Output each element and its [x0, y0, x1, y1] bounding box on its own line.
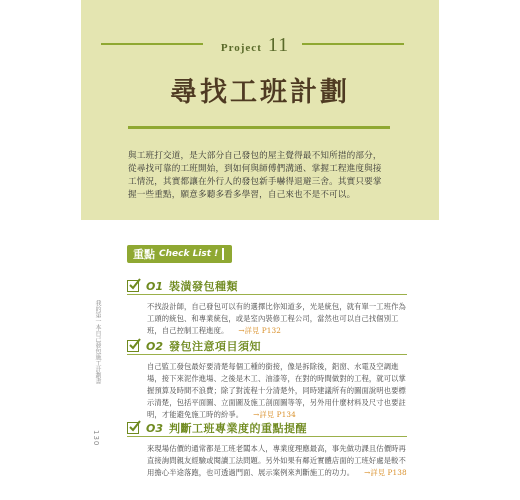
- project-word: Project: [220, 42, 262, 54]
- item-title: 發包注意項目須知: [169, 340, 262, 353]
- checkbox-icon: [127, 280, 139, 292]
- checkbox-icon: [127, 340, 139, 352]
- running-book-title: 我的第一本自己發包施工計劃書: [94, 300, 101, 384]
- item-page-ref: →詳見 P134: [253, 410, 296, 419]
- item-title: 裝潢發包種類: [169, 280, 239, 293]
- project-rule-right: [302, 43, 404, 45]
- item-underline: [127, 436, 407, 437]
- item-body: [147, 443, 409, 479]
- item-body-text: 自己監工發包最好要清楚每個工種的銜接，像是拆除後，鋁窗、水電及空調進場，接下來泥作進場、之後是木工、油漆等，在對的時間做對的工程，就可以掌握預算及時間不浪費；除了對流程十分清楚外，同時建議所有的圖面說明也要標示清楚，包括平面圖、立面圖及施工剖面圖等等，另外用什麼材料及尺寸也要註明，才能避免施工時的紛爭。: [147, 362, 406, 419]
- checklist-bar: [222, 248, 224, 260]
- item-body-text: 來現場估價的通常都是工班老闆本人，專業度理應最高，事先做功課且估價時再直接詢問親友經驗或閱讀工法問題。另外如果有鄰近實體店面的工班好處是較不用擔心半途落跑，也可透過門面、展示案例來判斷施工的功力。: [147, 444, 406, 477]
- checklist-item-2: [127, 338, 407, 419]
- item-number: O3: [146, 421, 164, 435]
- item-underline: [127, 354, 407, 355]
- item-underline: [127, 294, 407, 295]
- item-page-ref: →詳見 P132: [238, 326, 282, 335]
- item-number: O2: [146, 339, 164, 353]
- checkbox-icon: [127, 422, 139, 434]
- checklist-item-3: [127, 420, 407, 477]
- project-number: 11: [267, 34, 290, 56]
- project-label: [205, 34, 305, 57]
- item-number: O1: [146, 279, 164, 293]
- checklist-tab: [127, 245, 232, 263]
- item-body: [147, 301, 409, 337]
- intro-paragraph: 與工班打交道，是大部分自己發包的屋主覺得最不知所措的部分，從尋找可靠的工班開始，到如何與師傅們溝通、掌握工程進度與接工情況，其實都讓在外行人的發包新手嚇得退避三舍。其實只要掌握一些重點，願意多聽多看多學習，自己來也不是不可以。: [128, 151, 382, 200]
- item-body: [147, 361, 409, 421]
- item-title: 判斷工班專業度的重點提醒: [169, 422, 308, 435]
- item-body-text: 不找設計師，自己發包可以有的選擇比你知道多，光是統包，就有單一工班作為工頭的統包、和專業統包，或是室內裝修工程公司，當然也可以自己找個別工班，自己控制工程進度。: [147, 302, 406, 335]
- title-rule: [128, 126, 390, 129]
- checklist-en: Check List !: [159, 249, 219, 259]
- page-number: 130: [92, 430, 100, 447]
- checklist-item-1: [127, 278, 407, 335]
- checklist-zh: 重點: [133, 248, 155, 261]
- chapter-title: 尋找工班計劃: [170, 77, 350, 108]
- project-rule-left: [101, 43, 203, 45]
- item-page-ref: →詳見 P138: [364, 468, 407, 477]
